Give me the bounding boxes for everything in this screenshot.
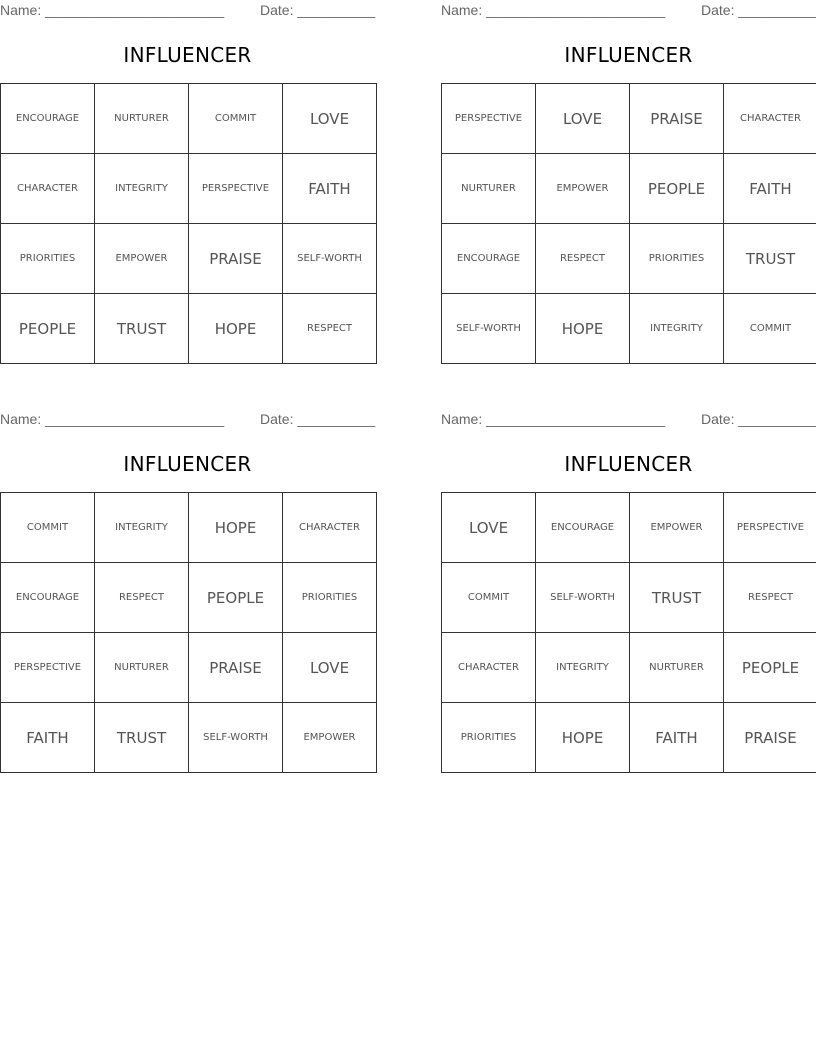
grid-cell: ENCOURAGE — [1, 563, 95, 633]
grid-cell: PERSPECTIVE — [442, 84, 536, 154]
grid-cell: CHARACTER — [1, 154, 95, 224]
grid-cell: INTEGRITY — [630, 294, 724, 364]
grid-row — [1, 633, 377, 703]
grid-cell: RESPECT — [536, 224, 630, 294]
bingo-card — [441, 0, 816, 338]
grid-cell: PRIORITIES — [1, 224, 95, 294]
grid-cell: COMMIT — [442, 563, 536, 633]
grid-cell: HOPE — [536, 294, 630, 364]
grid-cell: ENCOURAGE — [442, 224, 536, 294]
grid-cell: CHARACTER — [724, 84, 816, 154]
grid-row — [442, 84, 816, 154]
grid-cell: SELF-WORTH — [536, 563, 630, 633]
name-date-line — [441, 0, 816, 22]
grid-cell: PEOPLE — [630, 154, 724, 224]
name-date-line — [441, 409, 816, 431]
grid-row — [442, 563, 816, 633]
grid-cell: EMPOWER — [536, 154, 630, 224]
grid-row — [442, 703, 816, 773]
name-field: Name: _______________________ — [441, 2, 666, 18]
grid-row — [1, 224, 377, 294]
grid-row — [1, 493, 377, 563]
bingo-card — [0, 409, 376, 747]
grid-cell: RESPECT — [283, 294, 377, 364]
grid-cell: COMMIT — [1, 493, 95, 563]
grid-cell: PRAISE — [189, 224, 283, 294]
grid-cell: LOVE — [283, 633, 377, 703]
grid-cell: FAITH — [1, 703, 95, 773]
grid-cell: EMPOWER — [283, 703, 377, 773]
grid-cell: TRUST — [724, 224, 816, 294]
grid-cell: PRAISE — [724, 703, 816, 773]
grid-cell: FAITH — [630, 703, 724, 773]
grid-cell: PRAISE — [630, 84, 724, 154]
bingo-grid — [0, 83, 377, 364]
card-title: INFLUENCER — [123, 452, 252, 476]
grid-cell: LOVE — [442, 493, 536, 563]
grid-row — [442, 154, 816, 224]
grid-cell: INTEGRITY — [536, 633, 630, 703]
grid-cell: EMPOWER — [630, 493, 724, 563]
grid-cell: COMMIT — [189, 84, 283, 154]
grid-row — [1, 563, 377, 633]
bingo-grid — [441, 492, 816, 773]
grid-cell: TRUST — [95, 294, 189, 364]
grid-cell: EMPOWER — [95, 224, 189, 294]
grid-cell: PRAISE — [189, 633, 283, 703]
grid-cell: FAITH — [724, 154, 816, 224]
grid-cell: LOVE — [283, 84, 377, 154]
name-field: Name: _______________________ — [441, 411, 666, 427]
grid-cell: NURTURER — [630, 633, 724, 703]
grid-row — [442, 493, 816, 563]
grid-cell: HOPE — [189, 493, 283, 563]
grid-cell: INTEGRITY — [95, 154, 189, 224]
grid-cell: LOVE — [536, 84, 630, 154]
card-title: INFLUENCER — [564, 452, 693, 476]
grid-cell: CHARACTER — [283, 493, 377, 563]
grid-row — [442, 633, 816, 703]
grid-cell: FAITH — [283, 154, 377, 224]
name-date-line — [0, 0, 376, 22]
grid-cell: PEOPLE — [724, 633, 816, 703]
grid-cell: PERSPECTIVE — [1, 633, 95, 703]
bingo-card — [0, 0, 376, 338]
grid-cell: TRUST — [95, 703, 189, 773]
date-field: Date: __________ — [260, 411, 376, 427]
grid-cell: INTEGRITY — [95, 493, 189, 563]
grid-cell: HOPE — [189, 294, 283, 364]
grid-row — [1, 294, 377, 364]
grid-cell: PRIORITIES — [442, 703, 536, 773]
card-title: INFLUENCER — [123, 43, 252, 67]
name-date-line — [0, 409, 376, 431]
grid-cell: PEOPLE — [189, 563, 283, 633]
grid-cell: RESPECT — [724, 563, 816, 633]
bingo-grid — [0, 492, 377, 773]
grid-cell: RESPECT — [95, 563, 189, 633]
grid-cell: TRUST — [630, 563, 724, 633]
grid-cell: NURTURER — [95, 633, 189, 703]
grid-cell: ENCOURAGE — [1, 84, 95, 154]
grid-row — [1, 154, 377, 224]
grid-cell: PEOPLE — [1, 294, 95, 364]
grid-cell: NURTURER — [442, 154, 536, 224]
grid-row — [1, 703, 377, 773]
grid-cell: HOPE — [536, 703, 630, 773]
date-field: Date: __________ — [701, 411, 816, 427]
grid-cell: NURTURER — [95, 84, 189, 154]
grid-cell: SELF-WORTH — [442, 294, 536, 364]
grid-cell: COMMIT — [724, 294, 816, 364]
date-field: Date: __________ — [701, 2, 816, 18]
grid-cell: ENCOURAGE — [536, 493, 630, 563]
grid-cell: PERSPECTIVE — [724, 493, 816, 563]
grid-row — [442, 294, 816, 364]
bingo-grid — [441, 83, 816, 364]
grid-cell: SELF-WORTH — [189, 703, 283, 773]
date-field: Date: __________ — [260, 2, 376, 18]
bingo-card — [441, 409, 816, 747]
grid-row — [1, 84, 377, 154]
name-field: Name: _______________________ — [0, 2, 225, 18]
grid-cell: CHARACTER — [442, 633, 536, 703]
name-field: Name: _______________________ — [0, 411, 225, 427]
grid-row — [442, 224, 816, 294]
grid-cell: PRIORITIES — [283, 563, 377, 633]
grid-cell: PERSPECTIVE — [189, 154, 283, 224]
grid-cell: PRIORITIES — [630, 224, 724, 294]
grid-cell: SELF-WORTH — [283, 224, 377, 294]
card-title: INFLUENCER — [564, 43, 693, 67]
